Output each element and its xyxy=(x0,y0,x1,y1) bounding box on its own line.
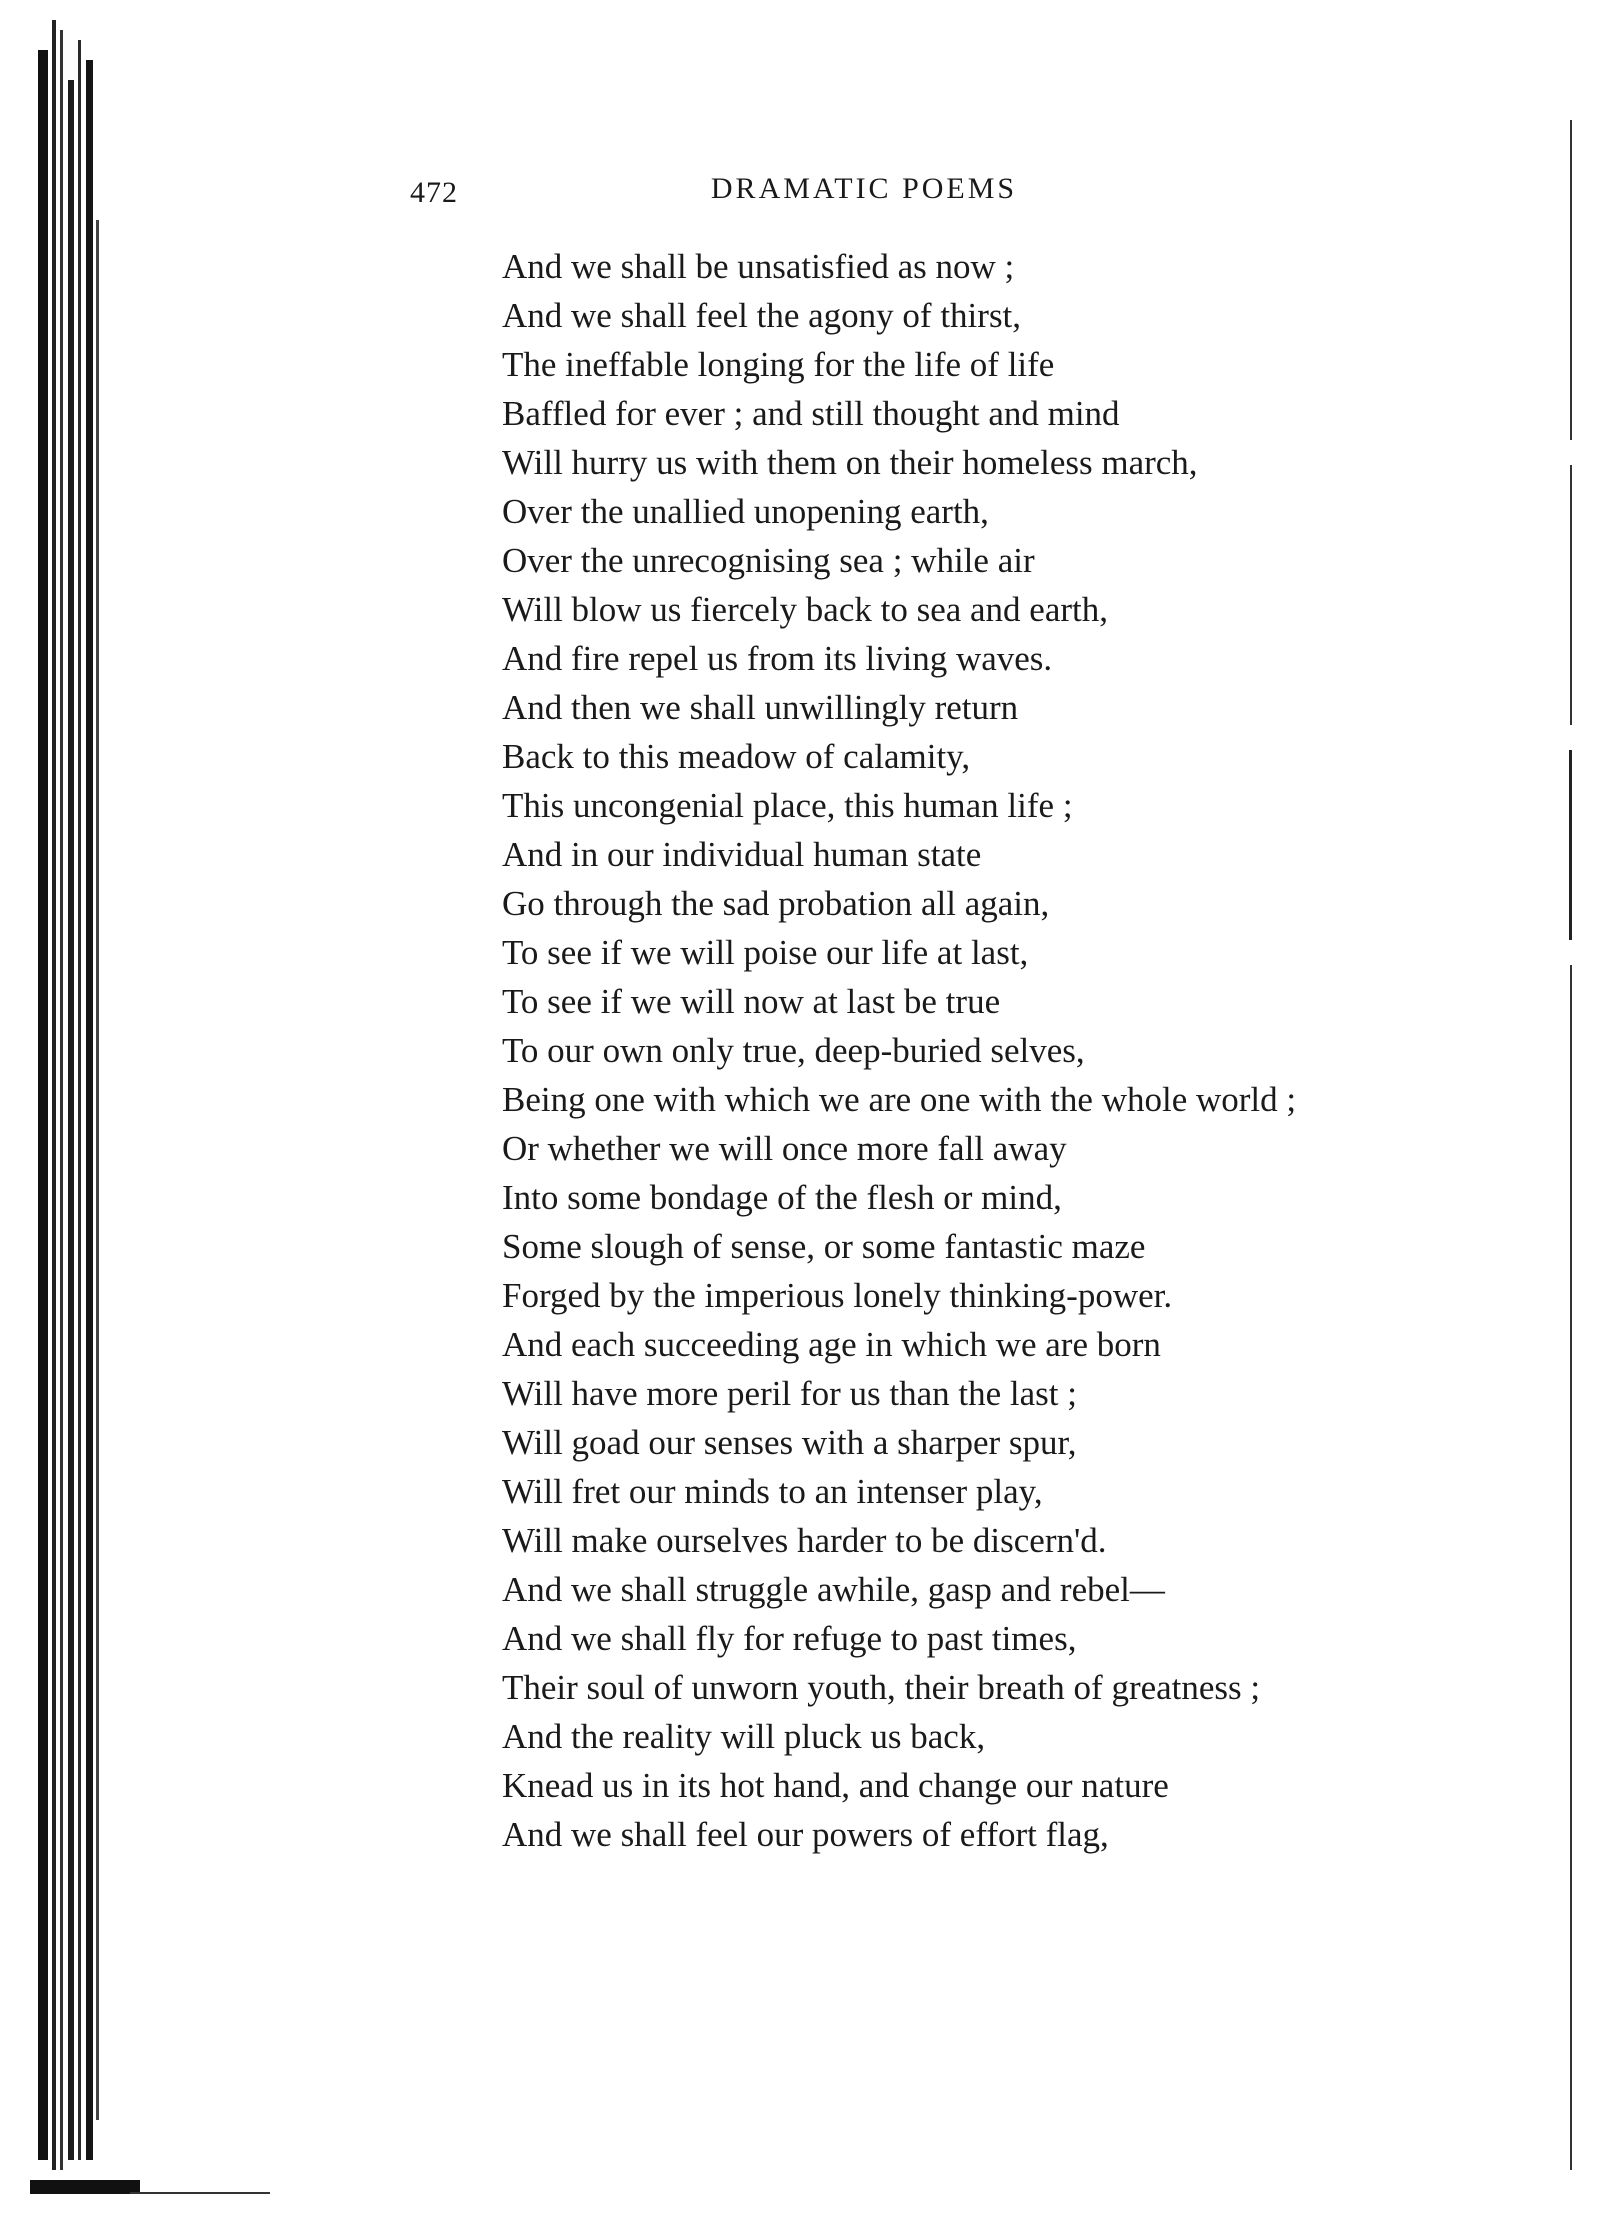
poem-line: Their soul of unworn youth, their breath of greatness ; xyxy=(502,1668,1261,1707)
poem-line: This uncongenial place, this human life ; xyxy=(502,786,1073,825)
scan-gutter-shadow xyxy=(38,20,108,2170)
poem-line: And we shall feel our powers of effort flag, xyxy=(502,1815,1109,1854)
poem-line: The ineffable longing for the life of life xyxy=(502,345,1055,384)
poem-line: Will goad our senses with a sharper spur, xyxy=(502,1423,1077,1462)
poem-line: Or whether we will once more fall away xyxy=(502,1129,1067,1168)
poem-line: And each succeeding age in which we are born xyxy=(502,1325,1161,1364)
poem-line: Will make ourselves harder to be discern'd. xyxy=(502,1521,1107,1560)
poem-text xyxy=(502,242,1512,1859)
page-number: 472 xyxy=(410,176,458,209)
poem-line: Being one with which we are one with the whole world ; xyxy=(502,1080,1297,1119)
poem-line: Baffled for ever ; and still thought and mind xyxy=(502,394,1120,433)
poem-line: And we shall be unsatisfied as now ; xyxy=(502,247,1015,286)
poem-line: And fire repel us from its living waves. xyxy=(502,639,1053,678)
running-head-text: DRAMATIC POEMS xyxy=(710,172,1018,205)
poem-line: To our own only true, deep-buried selves, xyxy=(502,1031,1085,1070)
poem-line: Will have more peril for us than the last ; xyxy=(502,1374,1077,1413)
poem-line: Over the unallied unopening earth, xyxy=(502,492,989,531)
poem-line: And in our individual human state xyxy=(502,835,982,874)
poem-line: And we shall struggle awhile, gasp and rebel— xyxy=(502,1570,1165,1609)
poem-line: And we shall feel the agony of thirst, xyxy=(502,296,1022,335)
poem-line: Will hurry us with them on their homeless march, xyxy=(502,443,1198,482)
poem-line: Will blow us fiercely back to sea and earth, xyxy=(502,590,1109,629)
poem-line: Go through the sad probation all again, xyxy=(502,884,1050,923)
scan-right-edge xyxy=(1562,120,1582,2170)
running-head xyxy=(0,172,1612,206)
poem-line: Some slough of sense, or some fantastic maze xyxy=(502,1227,1146,1266)
poem-line: And then we shall unwillingly return xyxy=(502,688,1019,727)
scan-bottom-edge xyxy=(30,2180,270,2200)
poem-line: Back to this meadow of calamity, xyxy=(502,737,971,776)
poem-line: And we shall fly for refuge to past times, xyxy=(502,1619,1077,1658)
poem-line: Into some bondage of the flesh or mind, xyxy=(502,1178,1062,1217)
poem-line: Over the unrecognising sea ; while air xyxy=(502,541,1035,580)
poem-line: Forged by the imperious lonely thinking-power. xyxy=(502,1276,1173,1315)
poem-line: Knead us in its hot hand, and change our nature xyxy=(502,1766,1169,1805)
poem-line: Will fret our minds to an intenser play, xyxy=(502,1472,1043,1511)
poem-line: To see if we will now at last be true xyxy=(502,982,1001,1021)
poem-line: To see if we will poise our life at last, xyxy=(502,933,1029,972)
poem-line: And the reality will pluck us back, xyxy=(502,1717,986,1756)
